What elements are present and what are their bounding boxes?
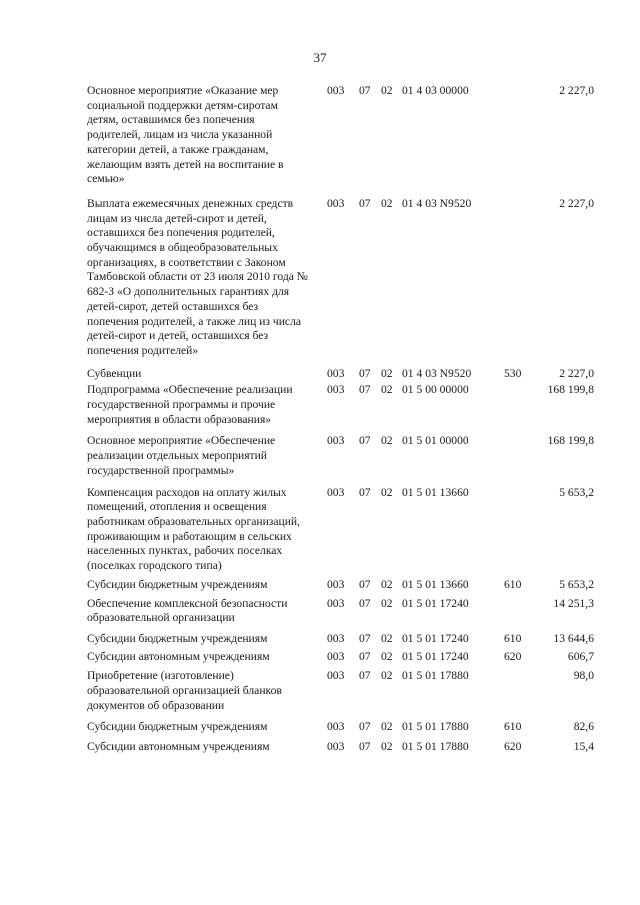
row-rz: 07 (359, 649, 371, 663)
row-ved: 003 (327, 84, 345, 97)
row-cs: 01 5 01 17880 (402, 740, 469, 754)
row-rz: 07 (359, 366, 371, 380)
row-pr: 02 (381, 596, 393, 610)
row-vr: 610 (504, 720, 522, 734)
row-pr: 02 (381, 649, 393, 663)
row-sum: 2 227,0 (559, 366, 594, 380)
row-ved: 003 (327, 485, 345, 499)
table-row (87, 197, 607, 359)
row-vr: 610 (504, 577, 522, 591)
row-cs: 01 5 01 13660 (402, 577, 469, 591)
row-sum: 13 644,6 (553, 631, 594, 645)
row-sum: 5 653,2 (559, 577, 594, 591)
row-name: Выплата ежемесячных денежных средств лицам из числа детей-сирот и детей, оставшихся без попечения родителей, обучающимся в общеобразовательных организациях, в соответствии с Законом Тамбовской области от 23 июля 2010 года № 682-З «О дополнительных гарантиях для детей-сирот, детей оставшихся без попечения родителей, а также лиц из числа детей-сирот и детей, оставшихся без попечения родителей» (87, 196, 308, 357)
row-pr: 02 (381, 383, 393, 397)
row-rz: 07 (359, 740, 371, 754)
row-sum: 168 199,8 (547, 434, 594, 448)
row-rz: 07 (359, 84, 371, 97)
row-pr: 02 (381, 366, 393, 380)
row-ved: 003 (327, 596, 345, 610)
table-row (87, 720, 607, 735)
row-ved: 003 (327, 631, 345, 645)
row-ved: 003 (327, 577, 345, 591)
row-pr: 02 (381, 577, 393, 591)
row-rz: 07 (359, 485, 371, 499)
row-name: Субсидии бюджетным учреждениям (87, 577, 268, 591)
row-sum: 82,6 (573, 720, 594, 734)
row-cs: 01 5 00 00000 (402, 383, 469, 397)
row-pr: 02 (381, 84, 393, 97)
row-vr: 620 (504, 740, 522, 754)
row-name: Обеспечение комплексной безопасности образовательной организации (87, 596, 288, 625)
row-pr: 02 (381, 196, 393, 210)
row-name: Основное мероприятие «Оказание мер социальной поддержки детям-сиротам детям, оставшимся без попечения родителей, лицам из числа указанной категории детей, а также гражданам, желающим взять детей на воспитание в семью» (87, 84, 284, 186)
table-row (87, 740, 607, 755)
row-sum: 14 251,3 (553, 596, 594, 610)
row-cs: 01 5 01 00000 (402, 434, 469, 448)
row-rz: 07 (359, 669, 371, 683)
row-rz: 07 (359, 596, 371, 610)
row-ved: 003 (327, 720, 345, 734)
row-name: Субсидии бюджетным учреждениям (87, 720, 268, 734)
row-cs: 01 5 01 17880 (402, 669, 469, 683)
row-cs: 01 4 03 N9520 (402, 366, 472, 380)
row-cs: 01 5 01 17240 (402, 596, 469, 610)
row-pr: 02 (381, 631, 393, 645)
table-row (87, 578, 607, 593)
budget-table (87, 84, 607, 755)
row-cs: 01 4 03 N9520 (402, 196, 472, 210)
row-rz: 07 (359, 434, 371, 448)
row-vr: 530 (504, 366, 522, 380)
row-name: Основное мероприятие «Обеспечение реализации отдельных мероприятий государственной программы» (87, 434, 276, 477)
row-vr: 620 (504, 649, 522, 663)
table-row (87, 434, 607, 478)
row-rz: 07 (359, 631, 371, 645)
row-name: Компенсация расходов на оплату жилых помещений, отопления и освещения работникам образовательных организаций, проживающим и работающим в сельских населенных пунктах, рабочих поселках (поселках городского типа) (87, 485, 301, 573)
table-row (87, 597, 607, 626)
row-sum: 606,7 (567, 649, 594, 663)
row-cs: 01 5 01 13660 (402, 485, 469, 499)
row-name: Подпрограмма «Обеспечение реализации государственной программы и прочие мероприятия в области образования» (87, 383, 293, 426)
row-ved: 003 (327, 669, 345, 683)
row-pr: 02 (381, 485, 393, 499)
row-name: Приобретение (изготовление) образовательной организацией бланков документов об образовании (87, 669, 282, 712)
row-cs: 01 4 03 00000 (402, 84, 469, 97)
row-vr: 610 (504, 631, 522, 645)
row-ved: 003 (327, 740, 345, 754)
row-sum: 98,0 (573, 669, 594, 683)
row-ved: 003 (327, 366, 345, 380)
row-cs: 01 5 01 17240 (402, 649, 469, 663)
row-pr: 02 (381, 669, 393, 683)
row-sum: 168 199,8 (547, 383, 594, 397)
row-sum: 15,4 (573, 740, 594, 754)
table-row (87, 650, 607, 665)
row-sum: 2 227,0 (559, 84, 594, 97)
table-row (87, 632, 607, 647)
table-row (87, 367, 607, 382)
row-sum: 5 653,2 (559, 485, 594, 499)
row-cs: 01 5 01 17880 (402, 720, 469, 734)
table-row (87, 669, 607, 713)
table-row (87, 84, 607, 187)
table-row (87, 486, 607, 574)
row-rz: 07 (359, 577, 371, 591)
row-name: Субвенции (87, 366, 142, 380)
row-ved: 003 (327, 434, 345, 448)
row-cs: 01 5 01 17240 (402, 631, 469, 645)
row-rz: 07 (359, 720, 371, 734)
row-sum: 2 227,0 (559, 196, 594, 210)
row-ved: 003 (327, 649, 345, 663)
row-pr: 02 (381, 434, 393, 448)
page-number: 37 (313, 50, 327, 65)
row-rz: 07 (359, 196, 371, 210)
row-ved: 003 (327, 383, 345, 397)
row-name: Субсидии автономным учреждениям (87, 740, 270, 754)
row-name: Субсидии бюджетным учреждениям (87, 631, 268, 645)
row-pr: 02 (381, 740, 393, 754)
row-pr: 02 (381, 720, 393, 734)
row-ved: 003 (327, 196, 345, 210)
row-name: Субсидии автономным учреждениям (87, 649, 270, 663)
row-rz: 07 (359, 383, 371, 397)
table-row (87, 383, 607, 427)
